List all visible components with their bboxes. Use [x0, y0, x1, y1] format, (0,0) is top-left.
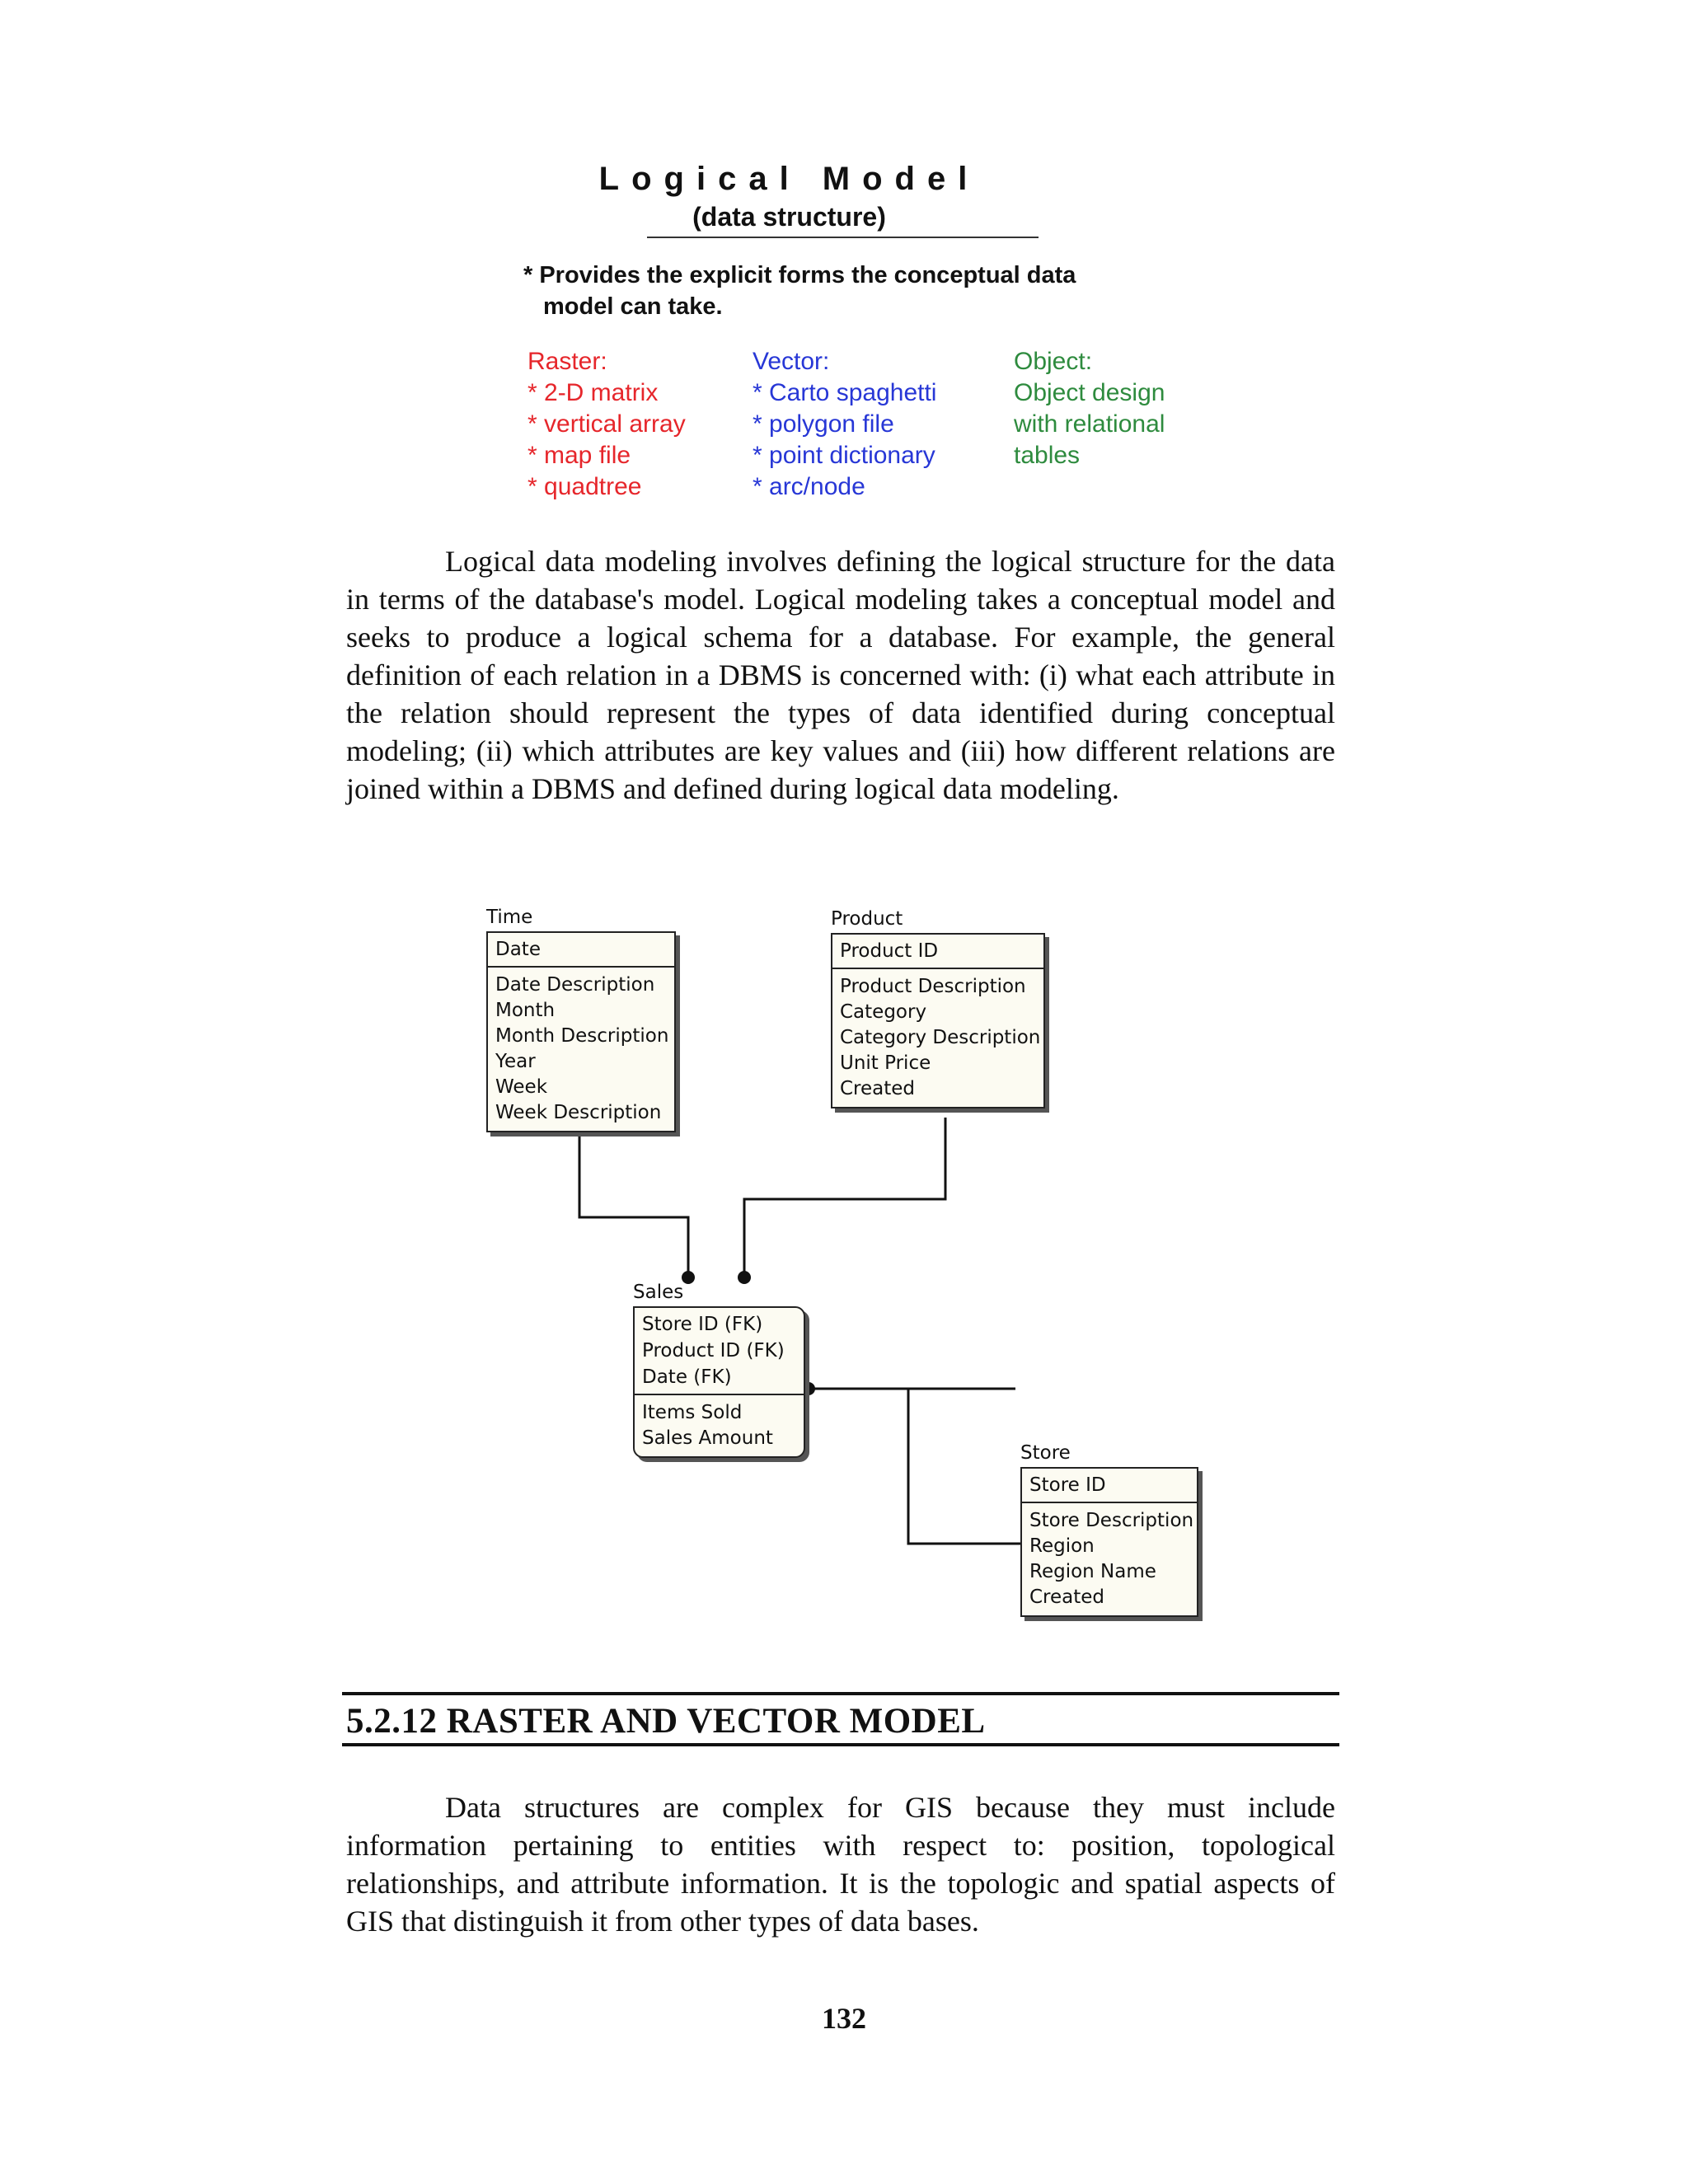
logical-model-figure	[523, 161, 1183, 511]
entity-key-section	[832, 935, 1043, 969]
object-item: tables	[1014, 442, 1081, 469]
entity-product	[831, 933, 1045, 1108]
figure-note-line: model can take.	[543, 293, 723, 320]
vector-heading: Vector:	[753, 348, 830, 375]
attribute: Week Description	[495, 1102, 662, 1123]
entity-attribute-section	[832, 969, 1043, 1107]
attribute: Region Name	[1029, 1561, 1156, 1582]
key-attribute: Store ID	[1029, 1474, 1106, 1496]
vector-item: * point dictionary	[753, 442, 935, 469]
entity-key-section	[488, 933, 674, 968]
heading-rule-bottom	[342, 1743, 1339, 1746]
attribute: Year	[495, 1051, 536, 1072]
attribute: Created	[1029, 1586, 1105, 1608]
raster-column	[528, 346, 686, 503]
raster-item: * 2-D matrix	[528, 379, 659, 406]
entity-name-time: Time	[486, 907, 533, 928]
figure-note	[523, 260, 1166, 322]
attribute: Created	[840, 1078, 916, 1099]
object-item: Object design	[1014, 379, 1165, 406]
key-attribute: Store ID (FK)	[642, 1314, 763, 1335]
time-sales-endpoint	[682, 1271, 695, 1284]
product-sales-connector	[744, 1118, 945, 1277]
figure-title-rule	[647, 237, 1039, 238]
attribute: Store Description	[1029, 1510, 1194, 1531]
object-heading: Object:	[1014, 348, 1093, 375]
entity-name-product: Product	[831, 908, 903, 930]
attribute: Category Description	[840, 1027, 1041, 1048]
vector-item: * polygon file	[753, 410, 894, 438]
attribute: Items Sold	[642, 1402, 743, 1423]
raster-item: * quadtree	[528, 473, 642, 500]
store-sales-connector	[908, 1389, 1020, 1544]
entity-name-store: Store	[1020, 1442, 1071, 1464]
attribute: Month	[495, 1000, 556, 1021]
entity-key-section	[635, 1308, 804, 1395]
attribute: Week	[495, 1076, 548, 1098]
key-attribute: Product ID	[840, 940, 939, 962]
key-attribute: Date (FK)	[642, 1366, 732, 1388]
time-sales-connector	[579, 1118, 688, 1277]
vector-item: * arc/node	[753, 473, 865, 500]
key-attribute: Product ID (FK)	[642, 1340, 785, 1361]
attribute: Product Description	[840, 976, 1026, 997]
paragraph-text: Logical data modeling involves defining the logical structure for the data in terms of the database's model. Logical modeling takes a conceptual model and seeks to produce a logical schema for a database. For example, the general definition of each relation in a DBMS is concerned with: (i) what each attribute in the relation should represent the types of data identified during conceptual modeling; (ii) which attributes are key values and (iii) how different relations are joined within a DBMS and defined during logical data modeling.	[346, 545, 1335, 805]
attribute: Region	[1029, 1535, 1095, 1557]
entity-key-section	[1022, 1469, 1197, 1503]
heading-rule-top	[342, 1692, 1339, 1695]
section-heading: 5.2.12 RASTER AND VECTOR MODEL	[346, 1702, 986, 1741]
entity-attribute-section	[488, 968, 674, 1131]
raster-item: * vertical array	[528, 410, 686, 438]
attribute: Unit Price	[840, 1052, 931, 1074]
attribute: Month Description	[495, 1025, 669, 1047]
product-sales-endpoint	[738, 1271, 751, 1284]
vector-column	[753, 346, 936, 503]
entity-attribute-section	[635, 1395, 804, 1456]
body-paragraph	[346, 542, 1335, 808]
figure-note-line: * Provides the explicit forms the conceptual data	[523, 262, 1076, 288]
object-item: with relational	[1014, 410, 1165, 438]
page-number: 132	[822, 2002, 866, 2035]
attribute: Sales Amount	[642, 1427, 773, 1449]
raster-heading: Raster:	[528, 348, 607, 375]
raster-item: * map file	[528, 442, 631, 469]
entity-sales	[633, 1306, 805, 1458]
paragraph-text: Data structures are complex for GIS because they must include information pertaining to entities with respect to: position, topological relationships, and attribute information. It is the topologic and spatial aspects of GIS that distinguish it from other types of data bases.	[346, 1791, 1335, 1938]
figure-title: Logical Model	[598, 161, 980, 197]
key-attribute: Date	[495, 939, 541, 960]
er-diagram	[478, 907, 1220, 1648]
body-paragraph	[346, 1788, 1335, 1940]
entity-store	[1020, 1467, 1198, 1617]
entity-name-sales: Sales	[633, 1282, 684, 1303]
vector-item: * Carto spaghetti	[753, 379, 937, 406]
attribute: Category	[840, 1001, 927, 1023]
object-column	[1014, 346, 1165, 471]
entity-time	[486, 931, 676, 1132]
figure-subtitle: (data structure)	[692, 202, 886, 232]
entity-attribute-section	[1022, 1503, 1197, 1615]
attribute: Date Description	[495, 974, 655, 996]
